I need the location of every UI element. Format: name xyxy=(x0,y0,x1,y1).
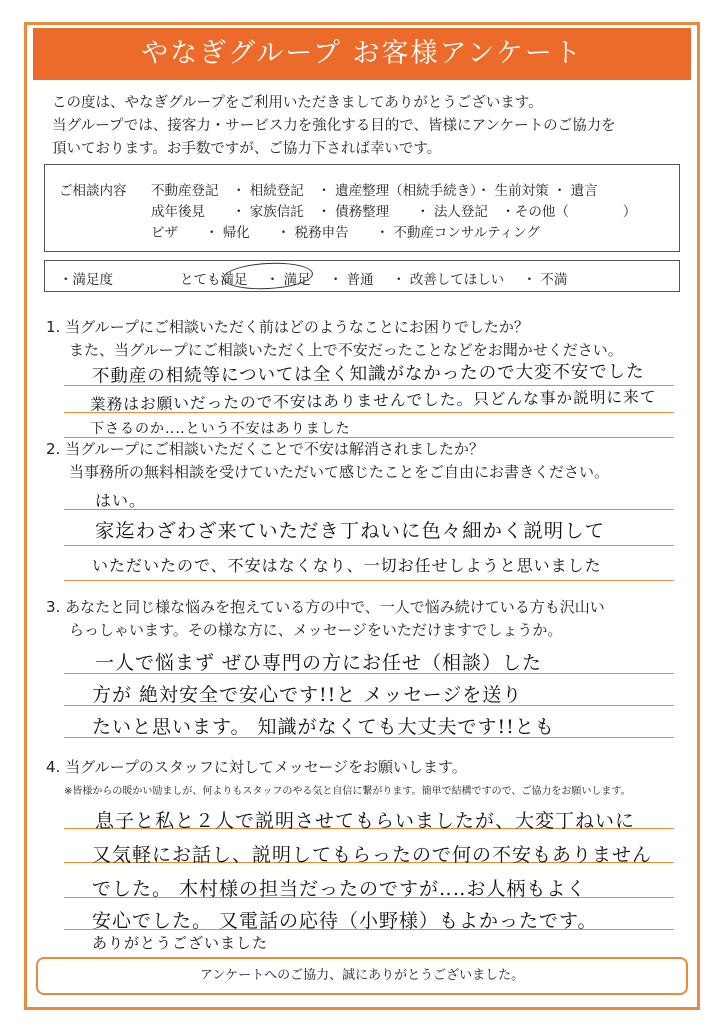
question-3 xyxy=(46,596,686,642)
question-text: また、当グループにご相談いただく上で不安だったことなどをお聞かせください。 xyxy=(69,341,623,359)
handwritten-answer: 安心でした。 又電話の応待（小野様）もよかったです。 xyxy=(92,910,598,932)
consultation-options-line: 不動産登記 ・ 相続登記 ・ 遺産整理（相続手続き）・ 生前対策 ・ 遺言 xyxy=(151,183,598,199)
consultation-options-line: 成年後見 ・ 家族信託 ・ 債務整理 ・ 法人登記 ・その他（ ） xyxy=(151,204,637,220)
intro-line: 当グループでは、接客力・サービス力を強化する目的で、皆様にアンケートのご協力を xyxy=(52,118,616,134)
satisfaction-options xyxy=(180,268,581,288)
intro-text xyxy=(52,92,682,161)
answer-line xyxy=(64,509,674,510)
thank-you-footer: アンケートへのご協力、誠にありがとうございました。 xyxy=(36,957,688,995)
option-satisfied: ・ 満足 xyxy=(265,272,311,288)
question-4 xyxy=(46,756,686,779)
handwritten-answer: 不動産の相続等については全く知識がなかったので大変不安でした xyxy=(91,361,645,387)
handwritten-answer: はい。 xyxy=(95,491,147,510)
question-text: 4. 当グループのスタッフに対してメッセージをお願いします。 xyxy=(46,758,467,776)
consultation-options-line: ビザ ・ 帰化 ・ 税務申告 ・ 不動産コンサルティング xyxy=(151,225,540,241)
question-1 xyxy=(46,316,686,362)
handwritten-answer: 家迄わざわざ来ていただき丁ねいに色々細かく説明して xyxy=(95,520,606,542)
option-very-satisfied: とても満足 xyxy=(180,272,248,288)
intro-line: この度は、やなぎグループをご利用いただきましてありがとうございます。 xyxy=(52,95,543,111)
handwritten-answer: いただいたので、不安はなくなり、一切お任せしようと思いました xyxy=(92,556,602,575)
question-text: 1. 当グループにご相談いただく前はどのようなことにお困りでしたか？ xyxy=(46,318,529,336)
question-text: 2. 当グループにご相談いただくことで不安は解消されましたか？ xyxy=(46,440,484,458)
answer-line xyxy=(64,545,674,546)
satisfaction-box xyxy=(44,260,680,292)
handwritten-answer: 又気軽にお話し、説明してもらったので何の不安もありません xyxy=(92,844,653,866)
handwritten-answer: 業務はお願いだったので不安はありませんでした。只どんな事か説明に来て xyxy=(89,387,657,414)
satisfaction-label: ・満足度 xyxy=(59,272,113,288)
option-dissatisfied: ・ 不満 xyxy=(522,272,568,288)
handwritten-answer: 息子と私と２人で説明させてもらいましたが、大変丁ねいに xyxy=(95,810,636,832)
handwritten-answer: たいと思います。 知識がなくても大丈夫です!!とも xyxy=(92,716,555,738)
option-needs-improvement: ・ 改善してほしい xyxy=(391,272,505,288)
encouragement-note: ※皆様からの暖かい励ましが、何よりもスタッフのやる気と自信に繋がります。簡単で結構ですので、ご協力をお願いします。 xyxy=(64,786,631,797)
question-2 xyxy=(46,438,686,484)
consultation-label: ご相談内容 xyxy=(59,183,127,199)
consultation-box xyxy=(44,164,680,252)
handwritten-answer: 方が 絶対安全で安心です!!と メッセージを送り xyxy=(92,684,523,706)
handwritten-answer: でした。 木村様の担当だったのですが‥‥お人柄もよく xyxy=(92,878,587,900)
handwritten-answer: ありがとうございました xyxy=(92,934,269,952)
intro-line: 頂いております。お手数ですが、ご協力下されば幸いです。 xyxy=(52,141,442,157)
question-text: 3. あなたと同じ様な悩みを抱えている方の中で、一人で悩み続けている方も沢山い xyxy=(46,598,605,616)
handwritten-answer: 下さるのか‥‥という不安はありました xyxy=(90,421,351,437)
option-neutral: ・ 普通 xyxy=(328,272,374,288)
question-text: 当事務所の無料相談を受けていただいて感じたことをご自由にお書きください。 xyxy=(69,463,610,481)
answer-line xyxy=(64,580,674,581)
question-text: らっしゃいます。その様な方に、メッセージをいただけますでしょうか。 xyxy=(69,621,563,639)
survey-title: やなぎグループ お客様アンケート xyxy=(33,28,691,80)
handwritten-answer: 一人で悩まず ぜひ専門の方にお任せ（相談）した xyxy=(95,652,543,674)
